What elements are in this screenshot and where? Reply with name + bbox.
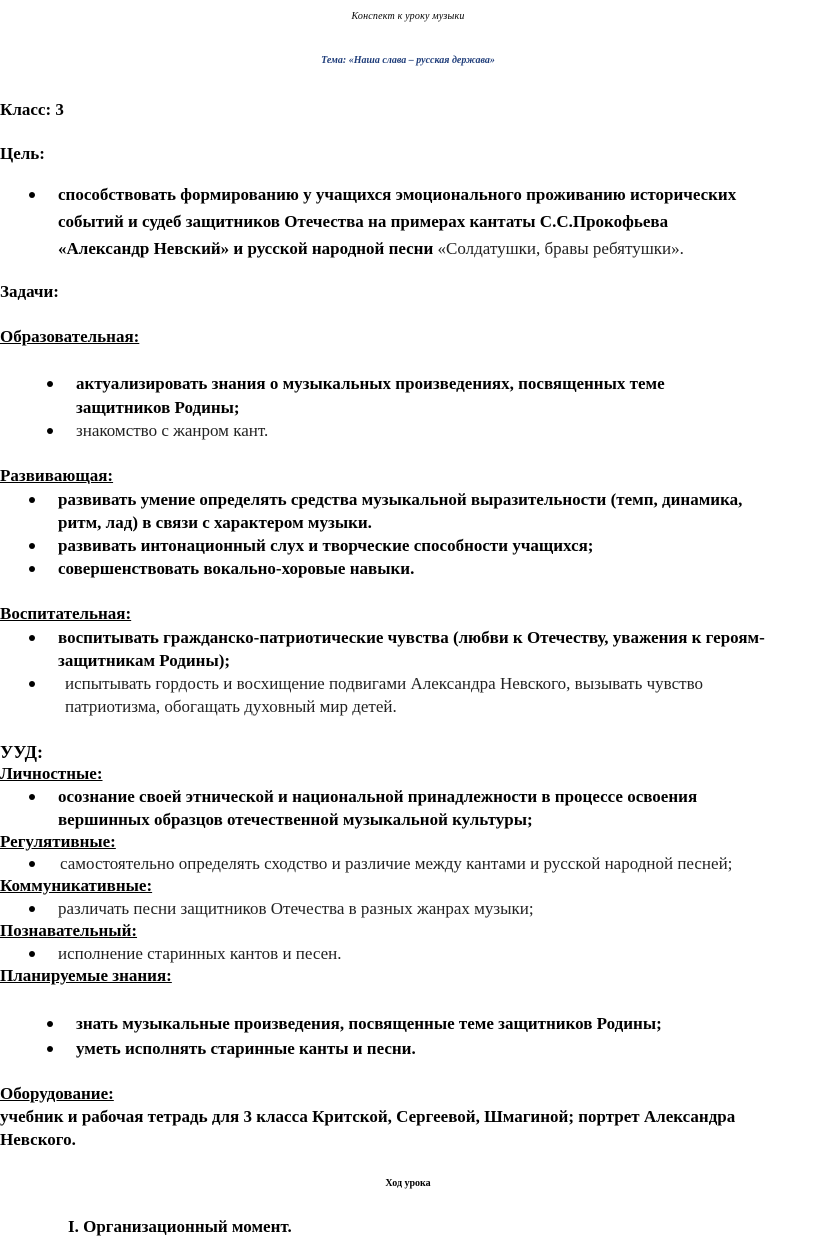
educational-item: защитников Родины; [76, 398, 240, 417]
developing-item: ритм, лад) в связи с характером музыки. [58, 513, 372, 532]
goal-line: способствовать формированию у учащихся эмоционального проживанию исторических [58, 185, 737, 204]
bullet-icon [29, 951, 35, 957]
developing-item: развивать интонационный слух и творческие способности учащихся; [58, 536, 594, 555]
bullet-icon [47, 428, 53, 434]
upbringing-item: защитникам Родины); [58, 651, 231, 670]
communicative-heading: Коммуникативные: [0, 876, 153, 895]
bullet-icon [29, 192, 35, 198]
communicative-item: различать песни защитников Отечества в разных жанрах музыки; [58, 899, 534, 918]
bullet-icon [29, 681, 35, 687]
goal-song-text: «Солдатушки, бравы ребятушки». [437, 239, 684, 258]
bullet-icon [47, 1021, 53, 1027]
equipment-heading: Оборудование: [0, 1084, 114, 1103]
equipment-line: Невского. [0, 1130, 76, 1149]
regulatory-item: самостоятельно определять сходство и различие между кантами и русской народной песней; [60, 854, 733, 873]
goal-line [58, 238, 684, 260]
bullet-icon [29, 635, 35, 641]
upbringing-item: испытывать гордость и восхищение подвигами Александра Невского, вызывать чувство [65, 674, 703, 693]
bullet-icon [29, 566, 35, 572]
bullet-icon [29, 543, 35, 549]
grade-label: Класс: 3 [0, 100, 64, 119]
uud-heading: УУД: [0, 742, 43, 762]
goal-heading: Цель: [0, 144, 45, 163]
equipment-line: учебник и рабочая тетрадь для 3 класса Критской, Сергеевой, Шмагиной; портрет Александра [0, 1107, 736, 1126]
lesson-heading: Ход урока [385, 1178, 431, 1189]
cognitive-heading: Познавательный: [0, 921, 138, 940]
document-title: Конспект к уроку музыки [351, 11, 465, 22]
bullet-icon [29, 906, 35, 912]
personal-heading: Личностные: [0, 764, 103, 783]
developing-item: развивать умение определять средства музыкальной выразительности (темп, динамика, [58, 490, 743, 509]
planned-item: уметь исполнять старинные канты и песни. [76, 1039, 416, 1058]
educational-item: знакомство с жанром кант. [76, 421, 269, 440]
regulatory-heading: Регулятивные: [0, 832, 116, 851]
goal-bold-text: «Александр Невский» и русской народной песни [58, 239, 434, 258]
bullet-icon [47, 381, 53, 387]
upbringing-item: воспитывать гражданско-патриотические чувства (любви к Отечеству, уважения к героям- [58, 628, 765, 647]
educational-heading: Образовательная: [0, 327, 140, 346]
section-heading: I. Организационный момент. [68, 1217, 292, 1236]
upbringing-heading: Воспитательная: [0, 604, 132, 623]
tasks-heading: Задачи: [0, 282, 59, 301]
personal-item: вершинных образцов отечественной музыкальной культуры; [58, 810, 533, 829]
developing-heading: Развивающая: [0, 466, 114, 485]
upbringing-item: патриотизма, обогащать духовный мир детей. [65, 697, 397, 716]
goal-line: событий и судеб защитников Отечества на примерах кантаты С.С.Прокофьева [58, 212, 669, 231]
bullet-icon [29, 497, 35, 503]
personal-item: осознание своей этнической и национальной принадлежности в процессе освоения [58, 787, 698, 806]
planned-heading: Планируемые знания: [0, 966, 172, 985]
cognitive-item: исполнение старинных кантов и песен. [58, 944, 342, 963]
bullet-icon [47, 1046, 53, 1052]
bullet-icon [29, 861, 35, 867]
planned-item: знать музыкальные произведения, посвященные теме защитников Родины; [76, 1014, 662, 1033]
bullet-icon [29, 794, 35, 800]
lesson-theme: Тема: «Наша слава – русская держава» [321, 55, 495, 66]
developing-item: совершенствовать вокально-хоровые навыки. [58, 559, 415, 578]
educational-item: актуализировать знания о музыкальных произведениях, посвященных теме [76, 374, 665, 393]
